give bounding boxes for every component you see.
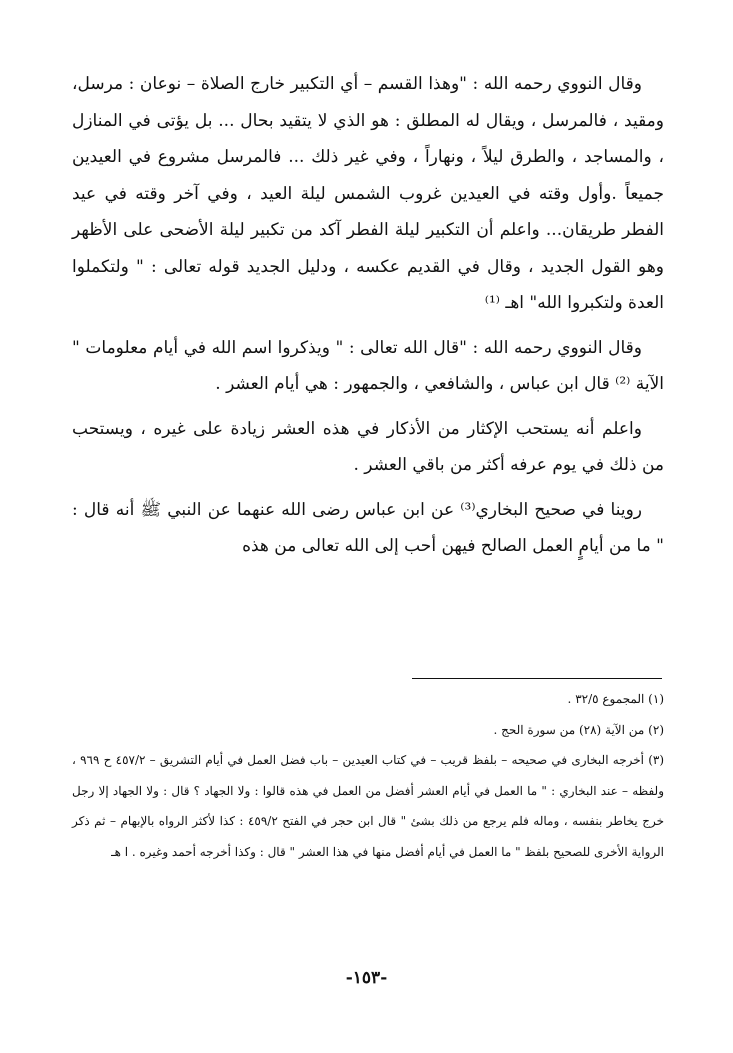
footnote-3: (٣) أخرجه البخارى في صحيحه – بلفظ قريب – في كتاب العيدين – باب فضل العمل في أيام التشريق – ٤٥٧/٢ ح ٩٦٩ ، ولفظه – عند البخاري : " ما العمل في أيام العشر أفضل من العمل في هذه قالوا : ولا الجهاد ؟ قال : ولا الجهاد إلا رجل خرج يخاطر بنفسه ، وماله فلم يرجع من ذلك بشئ " قال ابن حجر في الفتح ٤٥٩/٢ : كذا لأكثر الرواه بالإبهام – ثم ذكر الرواية الأخرى للصحيح بلفظ " ما العمل في أيام أفضل منها في هذا العشر " قال : وكذا أخرجه أحمد وغيره . ا هـ: [72, 753, 665, 859]
paragraph-nawawi-ayyam-maalumat: وقال النووي رحمه الله : "قال الله تعالى : " ويذكروا اسم الله في أيام معلومات " الآية ⁽²⁾ قال ابن عباس ، والشافعي ، والجمهور : هي أيام العشر .: [72, 337, 664, 394]
page-number: -١٥٣-: [345, 968, 388, 988]
footnotes: [72, 684, 664, 867]
footnote-2: (٢) من الآية (٢٨) من سورة الحج .: [493, 722, 664, 737]
footnote-separator: [412, 678, 662, 679]
main-text: [72, 66, 664, 573]
footnote-1: (١) المجموع ٣٢/٥ .: [567, 692, 664, 706]
paragraph-adhkar-ashr: واعلم أنه يستحب الإكثار من الأذكار في هذه العشر زيادة على غيره ، ويستحب من ذلك في يوم عرفه أكثر من باقي العشر .: [72, 418, 664, 475]
paragraph-nawawi-takbir: وقال النووي رحمه الله : "وهذا القسم – أي التكبير خارج الصلاة – نوعان : مرسل، ومقيد ، فالمرسل ، ويقال له المطلق : هو الذي لا يتقيد بحال ... بل يؤتى في المنازل ، والمساجد ، والطرق ليلاً ، ونهاراً ، وفي غير ذلك ... فالمرسل مشروع في العيدين جميعاً .وأول وقته في العيدين غروب الشمس ليلة العيد ، وفي آخر وقته في عيد الفطر طريقان... واعلم أن التكبير ليلة الفطر آكد من تكبير ليلة الأضحى على الأظهر وهو القول الجديد ، وقال في القديم عكسه ، ودليل الجديد قوله تعالى : " ولتكملوا العدة ولتكبروا الله" اهـ ⁽¹⁾: [72, 74, 664, 313]
paragraph-bukhari-hadith: روينا في صحيح البخاري⁽³⁾ عن ابن عباس رضى الله عنهما عن النبي ﷺ أنه قال : " ما من أيامٍ العمل الصالح فيهن أحب إلى الله تعالى من هذه: [72, 499, 664, 556]
